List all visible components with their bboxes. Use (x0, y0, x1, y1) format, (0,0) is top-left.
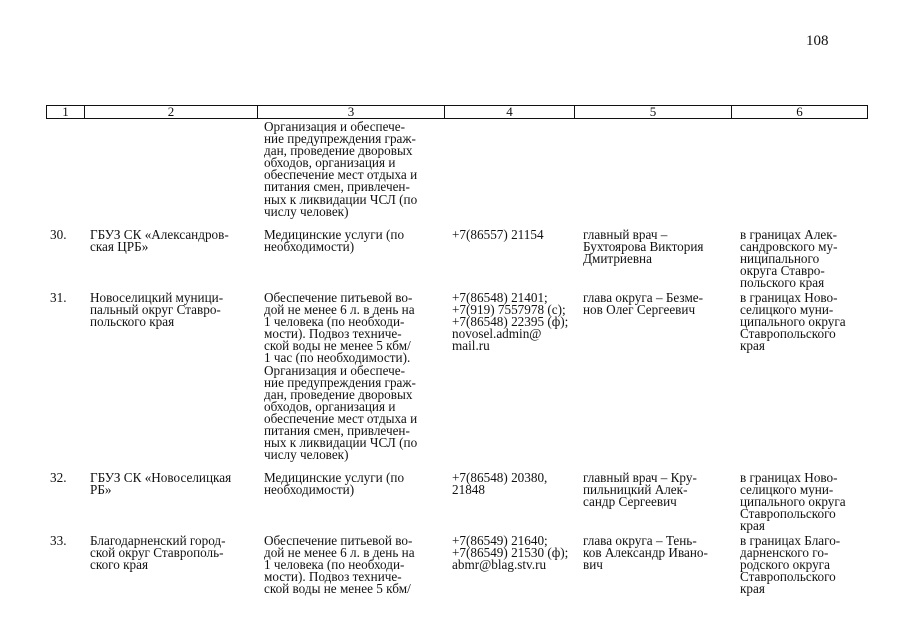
organization-name: ГБУЗ СК «Александров- ская ЦРБ» (90, 227, 229, 255)
column-number-3: 3 (257, 106, 444, 118)
responsible-person: главный врач – Бухтоярова Виктория Дмитриевна (583, 227, 704, 267)
contact-phones: +7(86557) 21154 (452, 227, 544, 242)
responsible-person: глава округа – Безме- нов Олег Сергеевич (583, 290, 704, 318)
table-row (0, 292, 899, 472)
service-area: в границах Благо- дарненского го- родского округа Ставропольского края (740, 533, 841, 597)
responsible-person: главный врач – Кру- пильницкий Алек- сандр Сергеевич (583, 470, 697, 510)
service-area: в границах Ново- селицкого муни- ципального округа Ставропольского края (740, 470, 846, 534)
column-number-1: 1 (62, 104, 69, 119)
table-row (0, 121, 899, 229)
organization-name: ГБУЗ СК «Новоселицкая РБ» (90, 470, 232, 498)
table-row (0, 229, 899, 292)
column-number-header (46, 105, 868, 119)
service-description: Обеспечение питьевой во- дой не менее 6 л. в день на 1 человека (по необходи- мости). Подвоз техниче- ской воды не менее 5 кбм/ 1 час (по необходимости). Организация и обеспече- ние предупреждения граж- дан, проведение дворовых обходов, организация и обеспечение мест отдыха и питания смен, привлечен- ных к ликвидации ЧСЛ (по числу человек) (264, 290, 418, 463)
row-number: 30. (50, 227, 67, 242)
table-row (0, 535, 899, 605)
table-row (0, 472, 899, 535)
contact-phones: +7(86549) 21640; +7(86549) 21530 (ф); abmr@blag.stv.ru (452, 533, 569, 573)
service-description: Медицинские услуги (по необходимости) (264, 470, 405, 498)
service-description: Медицинские услуги (по необходимости) (264, 227, 405, 255)
page-number: 108 (806, 33, 829, 49)
service-area: в границах Алек- сандровского му- ниципального округа Ставро- польского края (740, 227, 838, 291)
service-description: Организация и обеспече- ние предупреждения граж- дан, проведение дворовых обходов, организация и обеспечение мест отдыха и питания смен, привлечен- ных к ликвидации ЧСЛ (по числу человек) (264, 119, 418, 219)
column-number-4: 4 (444, 106, 574, 118)
row-number: 31. (50, 290, 67, 305)
row-number: 33. (50, 533, 67, 548)
column-number-5: 5 (574, 106, 731, 118)
service-area: в границах Ново- селицкого муни- ципального округа Ставропольского края (740, 290, 846, 354)
responsible-person: глава округа – Тень- ков Александр Ивано- вич (583, 533, 708, 573)
column-number-2: 2 (84, 106, 257, 118)
row-number: 32. (50, 470, 67, 485)
service-description: Обеспечение питьевой во- дой не менее 6 л. в день на 1 человека (по необходи- мости). Подвоз техниче- ской воды не менее 5 кбм/ (264, 533, 415, 597)
contact-phones: +7(86548) 20380, 21848 (452, 470, 548, 498)
organization-name: Новоселицкий муници- пальный округ Ставро- польского края (90, 290, 224, 330)
table-body (0, 121, 899, 605)
column-number-6: 6 (731, 106, 867, 118)
organization-name: Благодарненский город- ской округ Ставрополь- ского края (90, 533, 226, 573)
contact-phones: +7(86548) 21401; +7(919) 7557978 (с); +7(86548) 22395 (ф); novosel.admin@ mail.ru (452, 290, 569, 354)
